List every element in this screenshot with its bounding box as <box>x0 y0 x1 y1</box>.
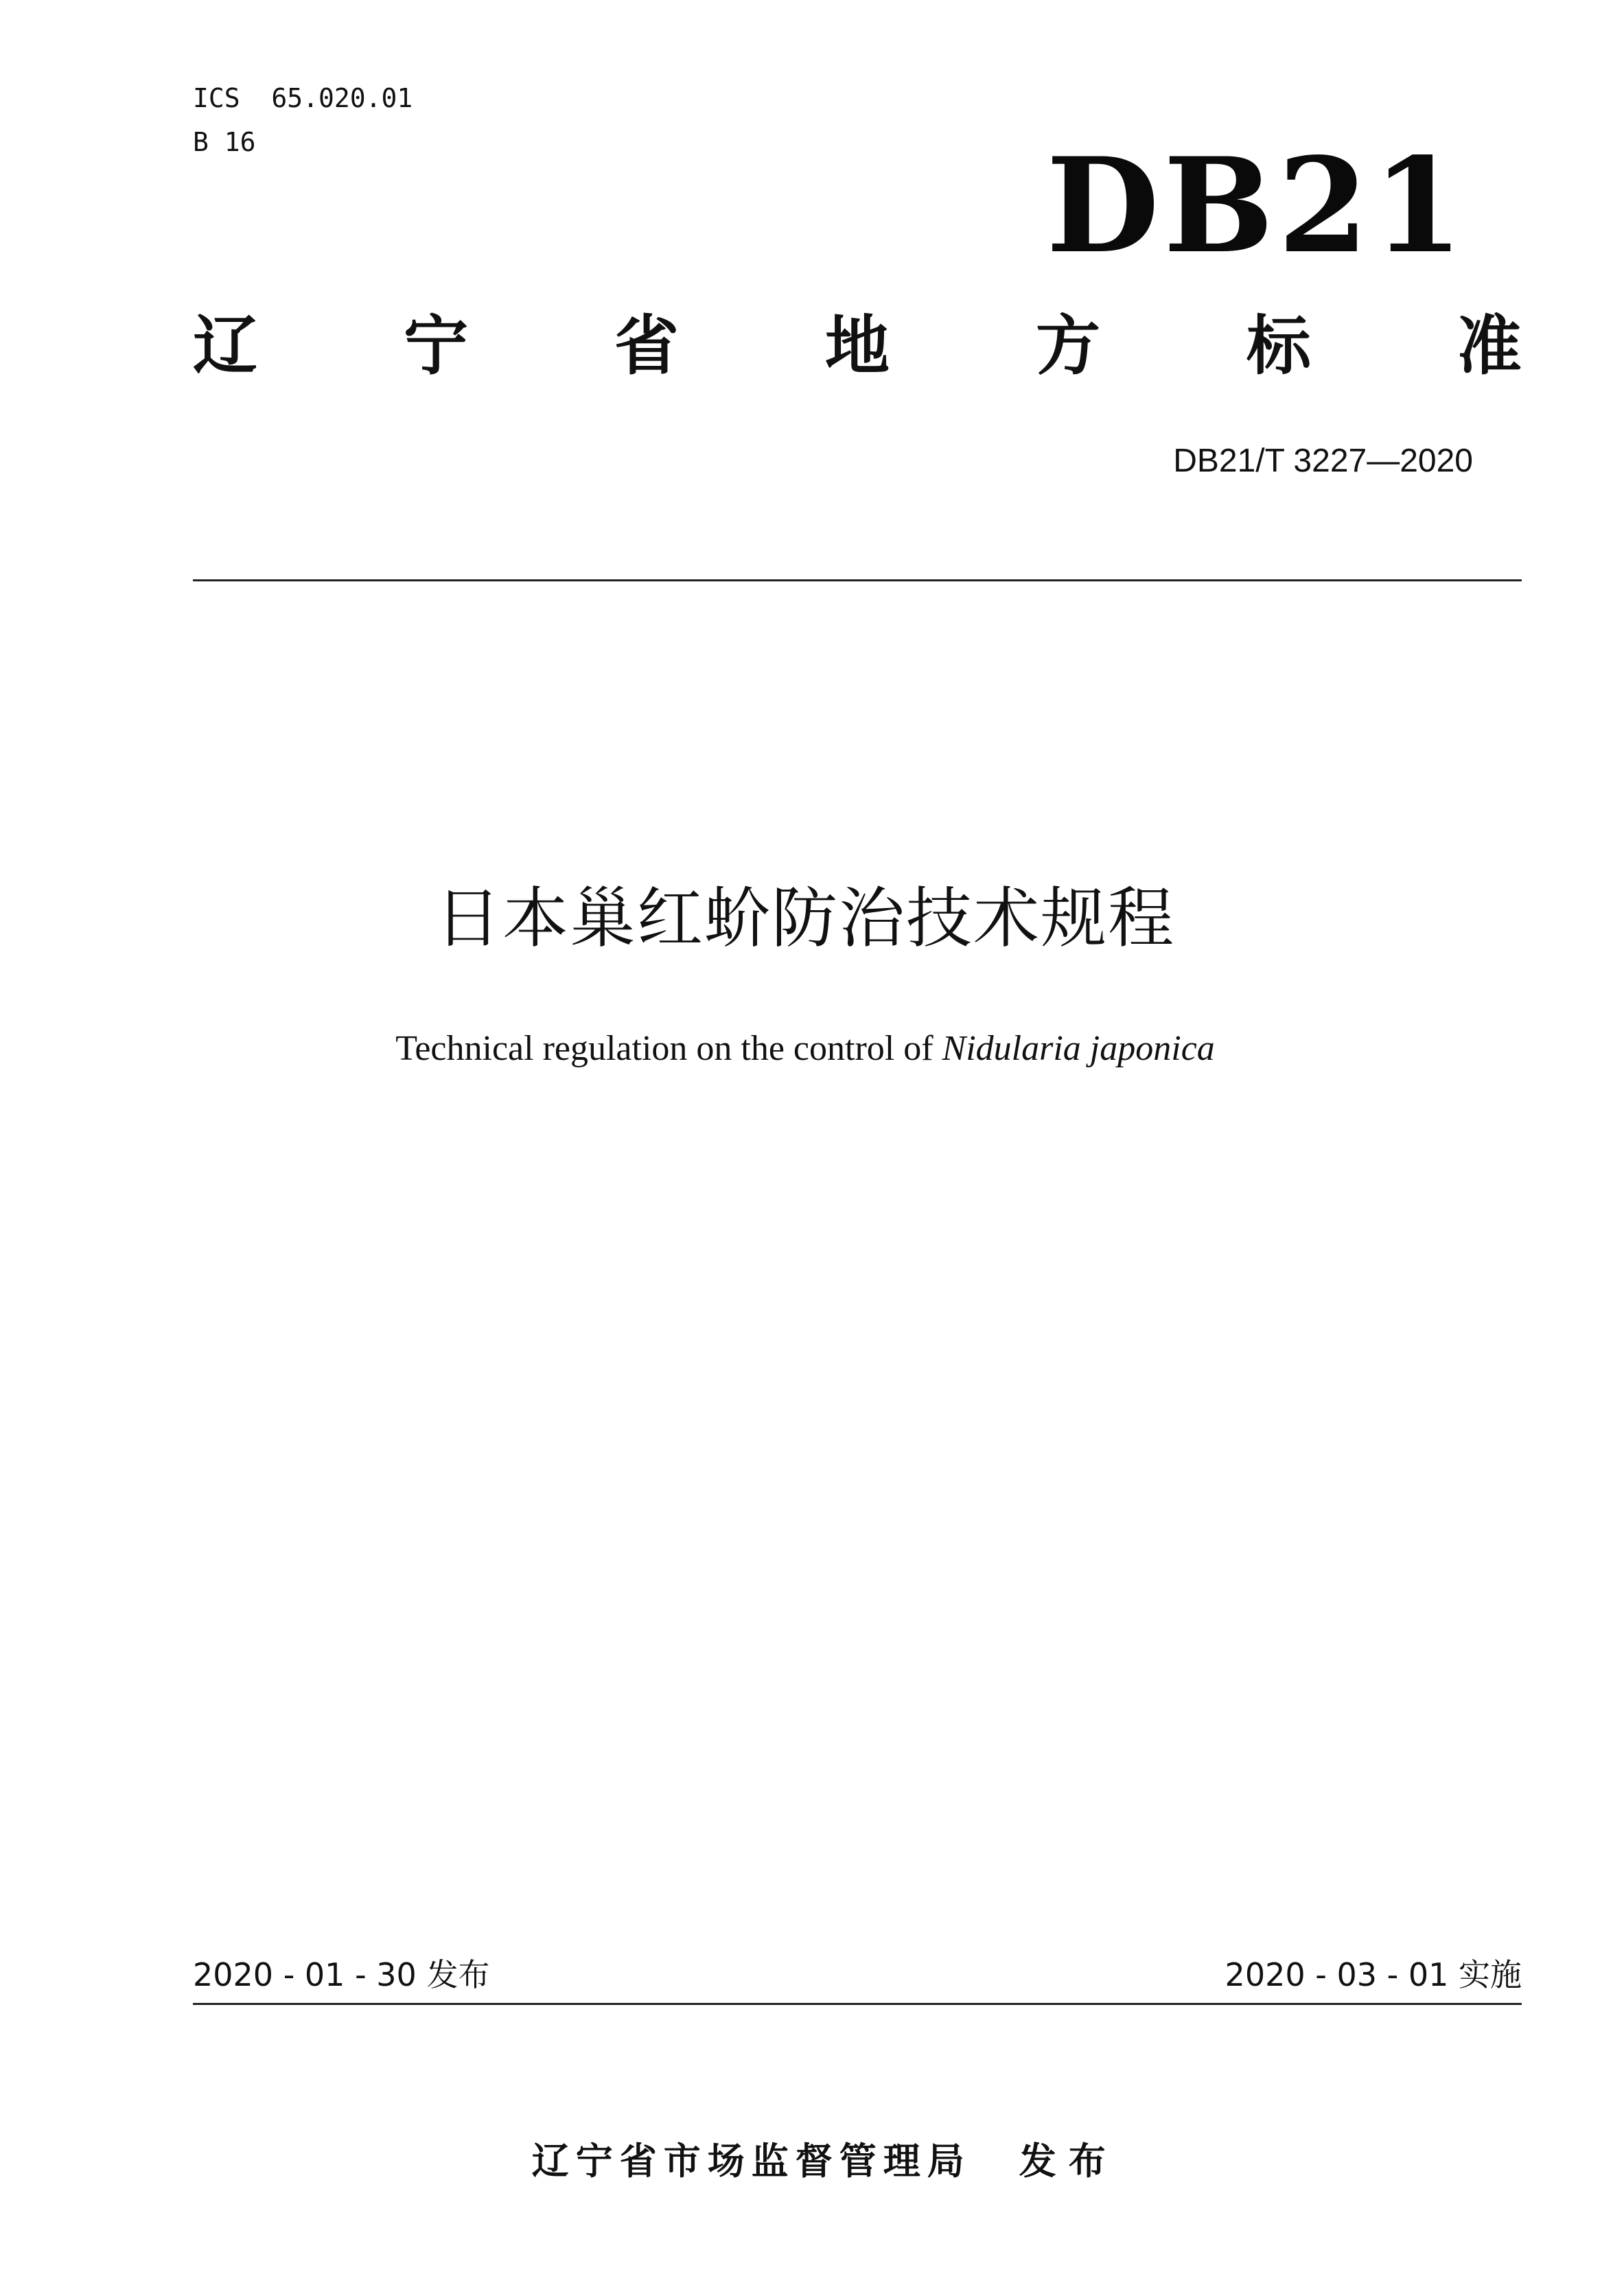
title-english-row <box>0 1031 1624 1067</box>
implementation-date: 2020 - 03 - 01 实施 <box>1225 1956 1522 1993</box>
footer-divider <box>193 2003 1522 2005</box>
standard-type-heading <box>193 309 1522 384</box>
issuer-action: 发布 <box>1019 2140 1118 2183</box>
standard-type-char: 标 <box>1246 309 1311 384</box>
standard-type-char: 辽 <box>193 309 258 384</box>
title-english <box>395 1031 1215 1067</box>
ccs-code: B 16 <box>193 127 256 157</box>
issuer-name: 辽宁省市场监督管理局 <box>531 2140 971 2183</box>
standard-type-char: 地 <box>824 309 890 384</box>
standard-number: DB21/T 3227—2020 <box>1173 443 1473 479</box>
standard-type-char: 宁 <box>403 309 468 384</box>
header-divider <box>193 579 1522 581</box>
standard-type-char: 省 <box>614 309 679 384</box>
standard-type-char: 方 <box>1035 309 1100 384</box>
issue-date: 2020 - 01 - 30 发布 <box>193 1956 490 1993</box>
standard-mark: DB21 <box>1046 129 1468 282</box>
title-chinese: 日本巢红蚧防治技术规程 <box>435 880 1175 957</box>
standard-type-char: 准 <box>1457 309 1522 384</box>
title-english-prefix: Technical regulation on the control of <box>395 1029 942 1068</box>
ics-code: ICS 65.020.01 <box>193 83 413 113</box>
title-chinese-row <box>0 880 1624 957</box>
issuer-row <box>0 2106 1624 2183</box>
title-english-scientific-name: Nidularia japonica <box>942 1029 1215 1068</box>
